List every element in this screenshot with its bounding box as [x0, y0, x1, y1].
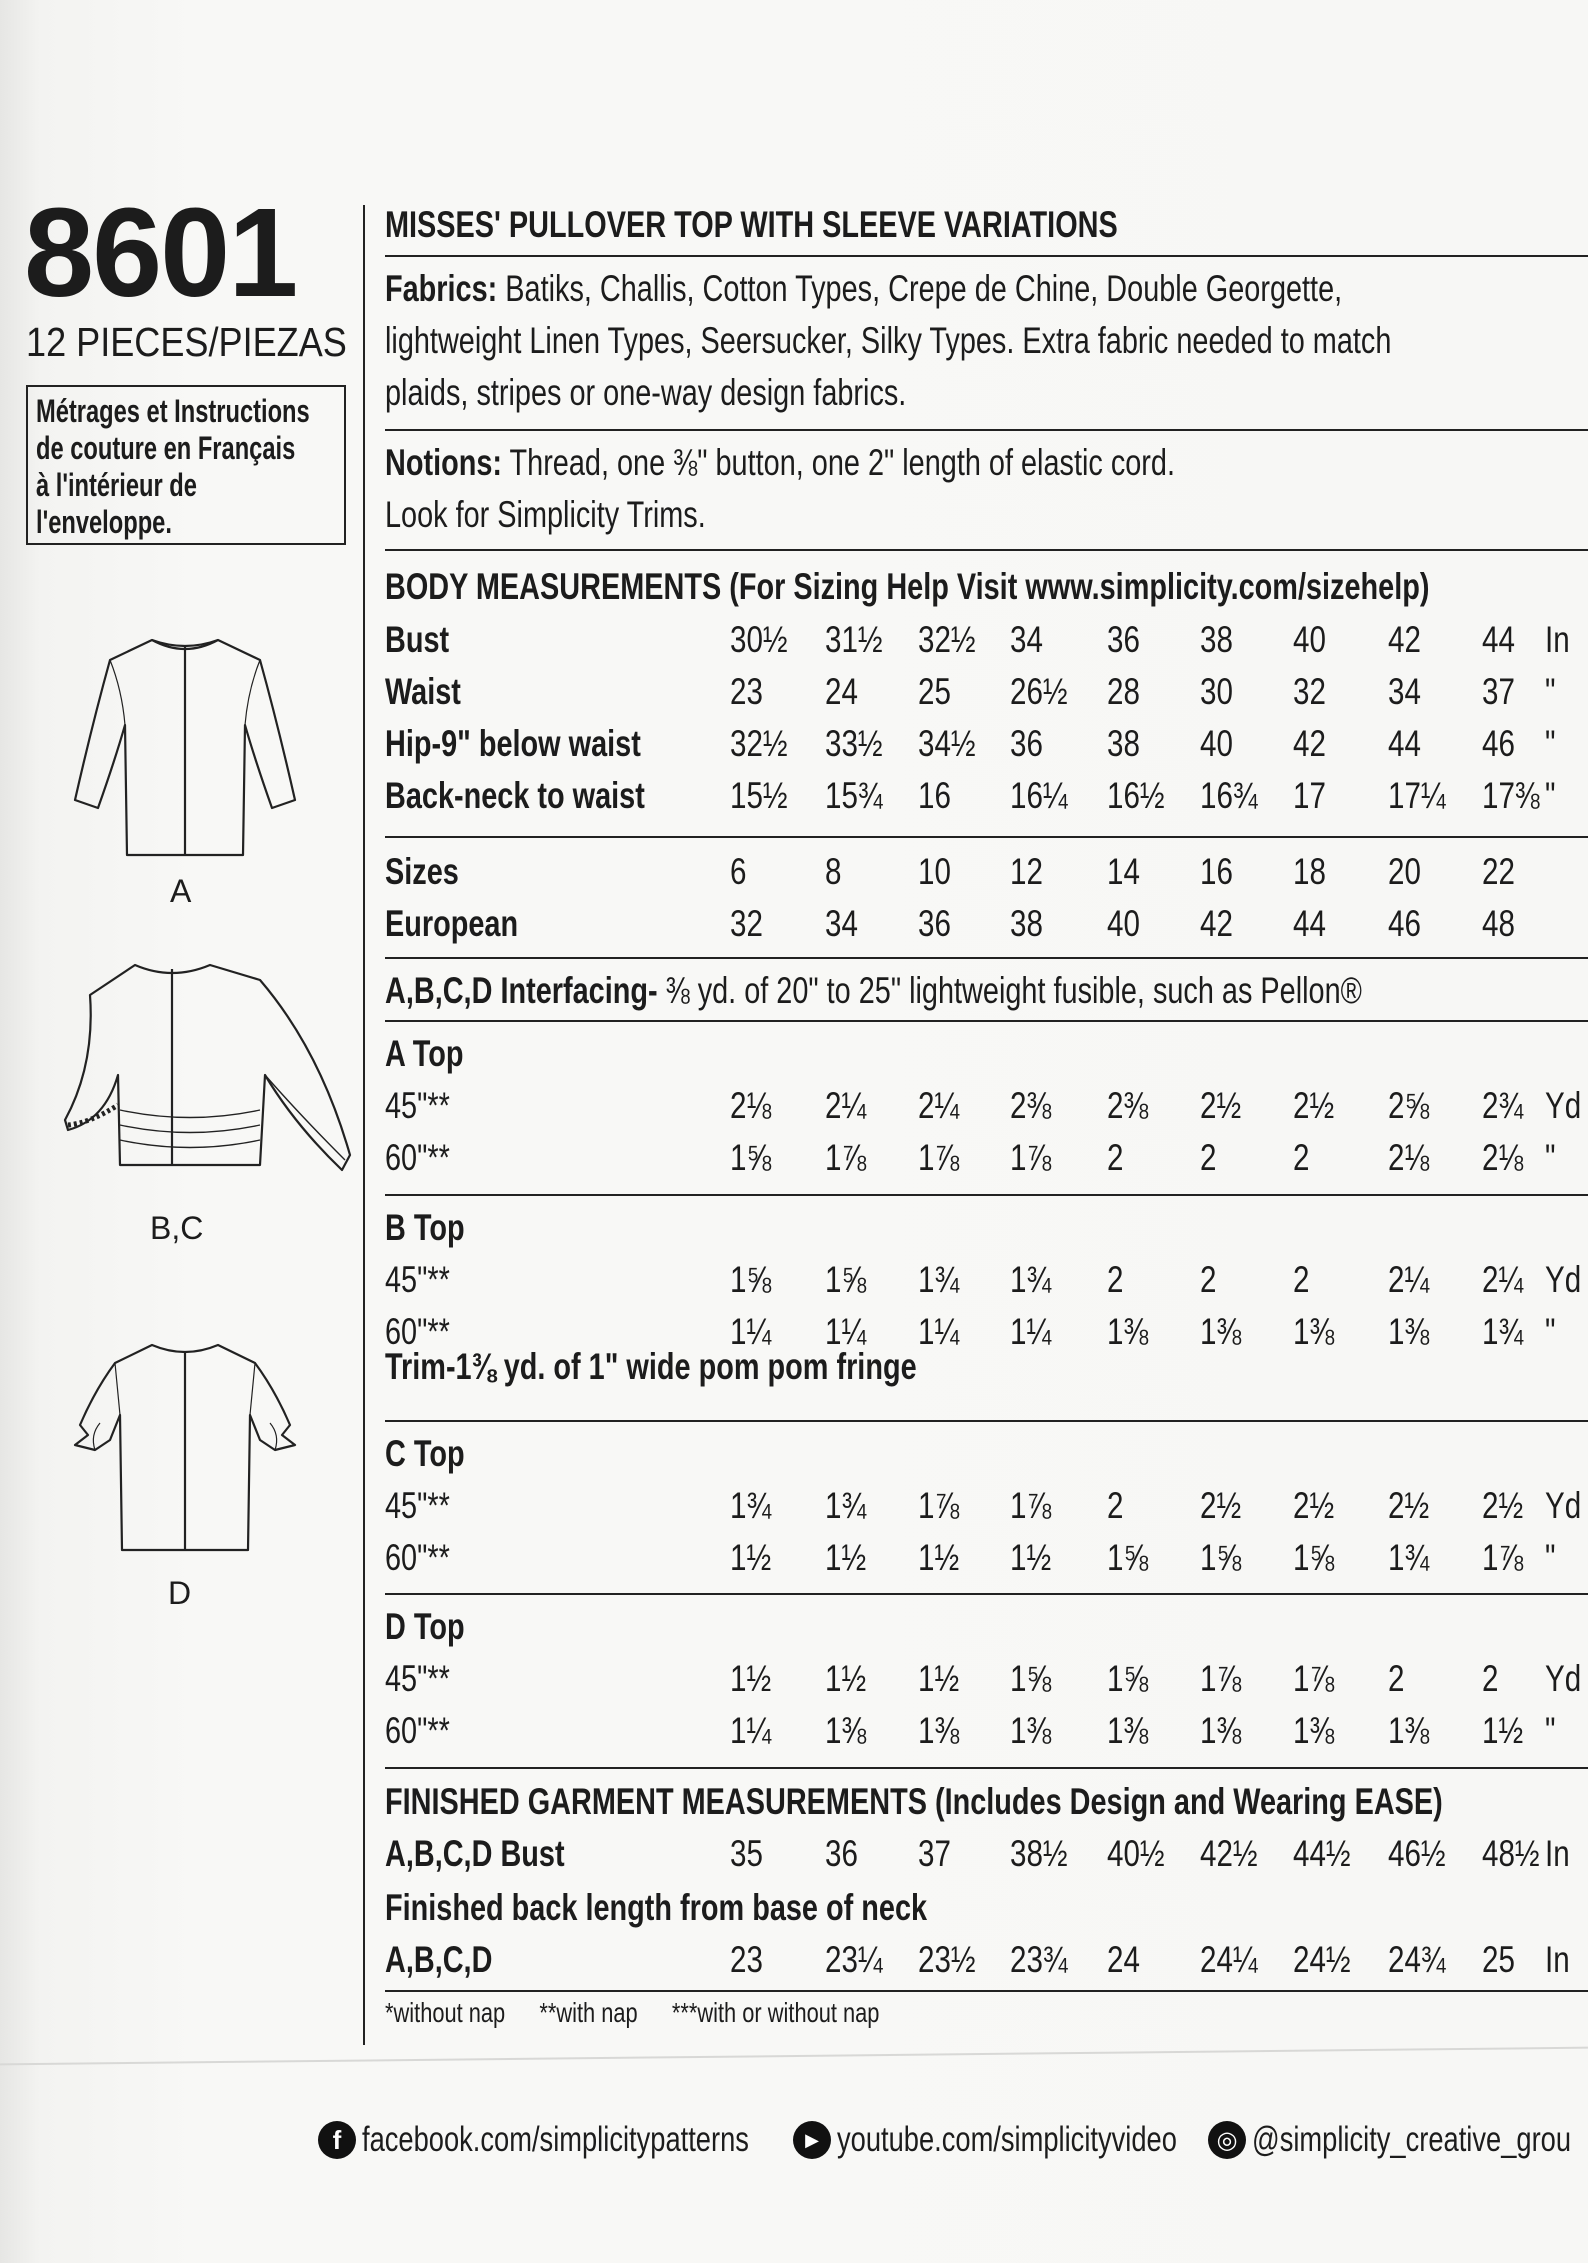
- table-cell: 1⅝: [825, 1259, 867, 1300]
- table-cell: 1⅞: [918, 1137, 960, 1178]
- table-cell: 1¾: [1482, 1311, 1524, 1352]
- table-cell: 48½: [1482, 1833, 1540, 1874]
- table-cell: 33½: [825, 723, 883, 764]
- view-a-drawing: [60, 630, 310, 860]
- back-length-label: Finished back length from base of neck: [385, 1887, 928, 1928]
- table-row: [385, 1310, 1588, 1354]
- table-cell: 2½: [1482, 1485, 1524, 1526]
- divider: [385, 957, 1588, 959]
- table-cell: 1⅜: [1388, 1311, 1430, 1352]
- table-cell: 2: [1107, 1485, 1124, 1526]
- row-label: Hip-9" below waist: [385, 723, 641, 764]
- view-d-drawing: [60, 1335, 320, 1565]
- table-cell: 17⅜: [1482, 775, 1540, 816]
- table-cell: 25: [918, 671, 951, 712]
- table-cell: 24¾: [1388, 1939, 1446, 1980]
- table-cell: 32: [1293, 671, 1326, 712]
- table-cell: 46: [1482, 723, 1515, 764]
- column-divider: [363, 205, 365, 2045]
- table-row: [385, 670, 1588, 714]
- table-cell: 32½: [730, 723, 788, 764]
- footnotes: [385, 1997, 1055, 2029]
- unit-label: ": [1545, 1137, 1556, 1178]
- table-cell: 2½: [1388, 1485, 1430, 1526]
- table-cell: 1⅝: [730, 1259, 772, 1300]
- pieces-count: 12 PIECES/PIEZAS: [26, 319, 347, 365]
- table-cell: 1¼: [730, 1311, 772, 1352]
- divider: [385, 255, 1588, 257]
- table-cell: 1½: [1010, 1537, 1052, 1578]
- table-cell: 2⅛: [1388, 1137, 1430, 1178]
- unit-label: ": [1545, 723, 1556, 764]
- table-cell: 2¼: [1388, 1259, 1430, 1300]
- unit-label: Yd: [1545, 1485, 1582, 1526]
- table-cell: 1⅞: [1482, 1537, 1524, 1578]
- french-note-line: l'enveloppe.: [36, 504, 172, 540]
- row-label: 60"**: [385, 1311, 450, 1352]
- table-cell: 16¾: [1200, 775, 1258, 816]
- table-cell: 1¾: [1010, 1259, 1052, 1300]
- row-label: European: [385, 903, 519, 944]
- table-cell: 1⅝: [730, 1137, 772, 1178]
- table-cell: 42: [1200, 903, 1233, 944]
- table-cell: 42: [1293, 723, 1326, 764]
- youtube-icon: ▶: [793, 2121, 831, 2159]
- table-cell: 40½: [1107, 1833, 1165, 1874]
- facebook-icon: f: [318, 2121, 356, 2159]
- table-cell: 16: [918, 775, 951, 816]
- table-cell: 2: [1107, 1137, 1124, 1178]
- table-cell: 1⅜: [1293, 1710, 1335, 1751]
- footnote: ***with or without nap: [671, 1997, 880, 2028]
- table-cell: 2: [1200, 1137, 1217, 1178]
- table-cell: 6: [730, 851, 747, 892]
- table-cell: 44½: [1293, 1833, 1351, 1874]
- table-cell: 1⅜: [825, 1710, 867, 1751]
- table-cell: 16: [1200, 851, 1233, 892]
- table-cell: 30: [1200, 671, 1233, 712]
- table-cell: 18: [1293, 851, 1326, 892]
- french-note-line: de couture en Français: [36, 430, 296, 466]
- instagram-icon: ◎: [1208, 2121, 1246, 2159]
- section-divider: [385, 1593, 1588, 1595]
- table-cell: 38: [1010, 903, 1043, 944]
- section-divider: [385, 1020, 1588, 1022]
- view-heading: A Top: [385, 1033, 464, 1074]
- section-divider: [385, 1194, 1588, 1196]
- table-cell: 2¾: [1482, 1085, 1524, 1126]
- table-cell: 37: [1482, 671, 1515, 712]
- youtube-link[interactable]: ▶ youtube.com/simplicityvideo: [793, 2120, 1273, 2160]
- view-heading: B Top: [385, 1207, 465, 1248]
- table-cell: 17¼: [1388, 775, 1446, 816]
- unit-label: Yd: [1545, 1085, 1582, 1126]
- table-cell: 1⅝: [1200, 1537, 1242, 1578]
- fabrics-line: lightweight Linen Types, Seersucker, Silky Types. Extra fabric needed to match: [385, 320, 1392, 361]
- table-row: [385, 1484, 1588, 1528]
- table-cell: 37: [918, 1833, 951, 1874]
- trim-note: Trim-1⅜ yd. of 1" wide pom pom fringe: [385, 1346, 917, 1387]
- table-cell: 34: [1010, 619, 1043, 660]
- table-row: [385, 1258, 1588, 1302]
- table-cell: 1½: [918, 1658, 960, 1699]
- table-cell: 34: [1388, 671, 1421, 712]
- table-cell: 1¾: [918, 1259, 960, 1300]
- table-cell: 20: [1388, 851, 1421, 892]
- table-cell: 40: [1293, 619, 1326, 660]
- table-cell: 1⅜: [1010, 1710, 1052, 1751]
- unit-label: Yd: [1545, 1259, 1582, 1300]
- table-row: [385, 1832, 1588, 1876]
- table-row: [385, 1136, 1588, 1180]
- table-cell: 1¼: [825, 1311, 867, 1352]
- table-cell: 1¼: [918, 1311, 960, 1352]
- instagram-link[interactable]: ◎ @simplicity_creative_grou: [1208, 2120, 1588, 2160]
- pattern-title: MISSES' PULLOVER TOP WITH SLEEVE VARIATIONS: [385, 204, 1118, 245]
- table-cell: 2: [1107, 1259, 1124, 1300]
- table-cell: 44: [1293, 903, 1326, 944]
- fabrics-line: Fabrics: Batiks, Challis, Cotton Types, Crepe de Chine, Double Georgette,: [385, 268, 1343, 309]
- interfacing-line: A,B,C,D Interfacing- ⅜ yd. of 20" to 25" lightweight fusible, such as Pellon®: [385, 970, 1362, 1011]
- table-row: [385, 1657, 1588, 1701]
- table-row: [385, 1536, 1588, 1580]
- row-label: 45"**: [385, 1485, 450, 1526]
- table-cell: 2½: [1200, 1485, 1242, 1526]
- french-note-line: Métrages et Instructions: [36, 393, 310, 429]
- table-cell: 1½: [730, 1537, 772, 1578]
- table-cell: 36: [1010, 723, 1043, 764]
- table-cell: 32: [730, 903, 763, 944]
- table-cell: 40: [1200, 723, 1233, 764]
- footnote: *without nap: [385, 1997, 506, 2028]
- row-label: 45"**: [385, 1085, 450, 1126]
- table-cell: 8: [825, 851, 842, 892]
- table-cell: 2½: [1293, 1485, 1335, 1526]
- view-heading: C Top: [385, 1433, 465, 1474]
- table-cell: 2: [1482, 1658, 1499, 1699]
- table-cell: 10: [918, 851, 951, 892]
- table-cell: 23¾: [1010, 1939, 1068, 1980]
- table-cell: 16½: [1107, 775, 1165, 816]
- view-label-d: D: [168, 1575, 192, 1611]
- row-label: 45"**: [385, 1259, 450, 1300]
- table-cell: 2½: [1293, 1085, 1335, 1126]
- table-cell: 23¼: [825, 1939, 883, 1980]
- table-cell: 1⅞: [825, 1137, 867, 1178]
- table-cell: 1¼: [730, 1710, 772, 1751]
- table-cell: 36: [825, 1833, 858, 1874]
- table-cell: 16¼: [1010, 775, 1068, 816]
- table-cell: 22: [1482, 851, 1515, 892]
- view-heading: D Top: [385, 1606, 465, 1647]
- table-cell: 2⅛: [730, 1085, 772, 1126]
- table-cell: 38½: [1010, 1833, 1068, 1874]
- table-cell: 28: [1107, 671, 1140, 712]
- notions-line: Look for Simplicity Trims.: [385, 494, 706, 535]
- table-cell: 32½: [918, 619, 976, 660]
- table-cell: 36: [918, 903, 951, 944]
- table-cell: 30½: [730, 619, 788, 660]
- table-cell: 1½: [918, 1537, 960, 1578]
- table-cell: 34: [825, 903, 858, 944]
- row-label: 60"**: [385, 1137, 450, 1178]
- table-cell: 1⅜: [1107, 1311, 1149, 1352]
- table-cell: 2: [1293, 1259, 1310, 1300]
- table-cell: 1¼: [1010, 1311, 1052, 1352]
- table-row: [385, 902, 1588, 946]
- table-cell: 1⅜: [1293, 1311, 1335, 1352]
- table-cell: 23½: [918, 1939, 976, 1980]
- table-cell: 36: [1107, 619, 1140, 660]
- view-bc-drawing: [60, 955, 360, 1185]
- table-cell: 42½: [1200, 1833, 1258, 1874]
- table-row: [385, 850, 1588, 894]
- notions-line: Notions: Thread, one ⅜" button, one 2" length of elastic cord.: [385, 442, 1175, 483]
- table-cell: 1¾: [1388, 1537, 1430, 1578]
- row-label: A,B,C,D: [385, 1939, 493, 1980]
- table-cell: 2: [1293, 1137, 1310, 1178]
- table-cell: 14: [1107, 851, 1140, 892]
- table-row: [385, 1938, 1588, 1982]
- unit-label: ": [1545, 671, 1556, 712]
- facebook-link[interactable]: f facebook.com/simplicitypatterns: [318, 2120, 858, 2160]
- row-label: Back-neck to waist: [385, 775, 645, 816]
- divider: [385, 429, 1588, 431]
- divider: [385, 836, 1588, 838]
- table-cell: 2⅜: [1107, 1085, 1149, 1126]
- table-cell: 1⅜: [1107, 1710, 1149, 1751]
- table-row: [385, 618, 1588, 662]
- table-cell: 2⅛: [1482, 1137, 1524, 1178]
- table-cell: 38: [1200, 619, 1233, 660]
- body-measurements-heading: BODY MEASUREMENTS (For Sizing Help Visit www.simplicity.com/sizehelp): [385, 566, 1430, 607]
- table-cell: 34½: [918, 723, 976, 764]
- table-cell: 1⅝: [1107, 1537, 1149, 1578]
- table-cell: 15¾: [825, 775, 883, 816]
- table-cell: 1½: [825, 1537, 867, 1578]
- table-cell: 1⅜: [1200, 1311, 1242, 1352]
- table-cell: 2⅝: [1388, 1085, 1430, 1126]
- table-cell: 24: [825, 671, 858, 712]
- table-cell: 1⅜: [1388, 1710, 1430, 1751]
- unit-label: In: [1545, 1833, 1570, 1874]
- table-cell: 1⅞: [1010, 1485, 1052, 1526]
- table-cell: 26½: [1010, 671, 1068, 712]
- table-cell: 24: [1107, 1939, 1140, 1980]
- table-cell: 23: [730, 1939, 763, 1980]
- table-cell: 2: [1200, 1259, 1217, 1300]
- unit-label: ": [1545, 775, 1556, 816]
- table-cell: 2¼: [825, 1085, 867, 1126]
- table-row: [385, 722, 1588, 766]
- divider: [385, 1767, 1588, 1769]
- unit-label: ": [1545, 1537, 1556, 1578]
- table-cell: 1⅞: [1200, 1658, 1242, 1699]
- table-cell: 48: [1482, 903, 1515, 944]
- table-cell: 1½: [730, 1658, 772, 1699]
- table-cell: 40: [1107, 903, 1140, 944]
- footnote: **with nap: [539, 1997, 638, 2028]
- row-label: Bust: [385, 619, 450, 660]
- table-cell: 1⅝: [1010, 1658, 1052, 1699]
- table-row: [385, 774, 1588, 818]
- table-cell: 1¾: [825, 1485, 867, 1526]
- table-cell: 2¼: [918, 1085, 960, 1126]
- table-cell: 23: [730, 671, 763, 712]
- table-cell: 42: [1388, 619, 1421, 660]
- table-cell: 1⅞: [918, 1485, 960, 1526]
- table-cell: 15½: [730, 775, 788, 816]
- divider: [385, 1990, 1588, 1992]
- view-label-a: A: [170, 873, 192, 909]
- table-cell: 44: [1482, 619, 1515, 660]
- table-cell: 24¼: [1200, 1939, 1258, 1980]
- unit-label: Yd: [1545, 1658, 1582, 1699]
- unit-label: ": [1545, 1710, 1556, 1751]
- table-cell: 1⅞: [1010, 1137, 1052, 1178]
- table-cell: 1½: [1482, 1710, 1524, 1751]
- table-cell: 38: [1107, 723, 1140, 764]
- unit-label: ": [1545, 1311, 1556, 1352]
- view-label-bc: B,C: [150, 1210, 204, 1246]
- table-cell: 2: [1388, 1658, 1405, 1699]
- table-row: [385, 1709, 1588, 1753]
- table-cell: 31½: [825, 619, 883, 660]
- row-label: 60"**: [385, 1710, 450, 1751]
- table-cell: 1⅝: [1293, 1537, 1335, 1578]
- table-cell: 17: [1293, 775, 1326, 816]
- table-cell: 35: [730, 1833, 763, 1874]
- table-cell: 44: [1388, 723, 1421, 764]
- unit-label: In: [1545, 1939, 1570, 1980]
- table-cell: 2¼: [1482, 1259, 1524, 1300]
- section-divider: [385, 1420, 1588, 1422]
- fabrics-line: plaids, stripes or one-way design fabrics.: [385, 372, 907, 413]
- row-label: 60"**: [385, 1537, 450, 1578]
- row-label: Waist: [385, 671, 461, 712]
- french-note-line: à l'intérieur de: [36, 467, 197, 503]
- row-label: 45"**: [385, 1658, 450, 1699]
- table-cell: 1¾: [730, 1485, 772, 1526]
- table-cell: 1⅜: [918, 1710, 960, 1751]
- table-cell: 2⅜: [1010, 1085, 1052, 1126]
- divider: [385, 549, 1588, 551]
- french-instructions-box: [26, 385, 346, 545]
- table-cell: 24½: [1293, 1939, 1351, 1980]
- table-cell: 2½: [1200, 1085, 1242, 1126]
- table-row: [385, 1084, 1588, 1128]
- table-cell: 12: [1010, 851, 1043, 892]
- row-label: Sizes: [385, 851, 459, 892]
- pattern-number: 8601: [24, 182, 297, 323]
- table-cell: 1½: [825, 1658, 867, 1699]
- row-label: A,B,C,D Bust: [385, 1833, 565, 1874]
- finished-heading: FINISHED GARMENT MEASUREMENTS (Includes Design and Wearing EASE): [385, 1781, 1443, 1822]
- table-cell: 25: [1482, 1939, 1515, 1980]
- table-cell: 46: [1388, 903, 1421, 944]
- table-cell: 46½: [1388, 1833, 1446, 1874]
- table-cell: 1⅝: [1107, 1658, 1149, 1699]
- unit-label: In: [1545, 619, 1570, 660]
- table-cell: 1⅜: [1200, 1710, 1242, 1751]
- table-cell: 1⅞: [1293, 1658, 1335, 1699]
